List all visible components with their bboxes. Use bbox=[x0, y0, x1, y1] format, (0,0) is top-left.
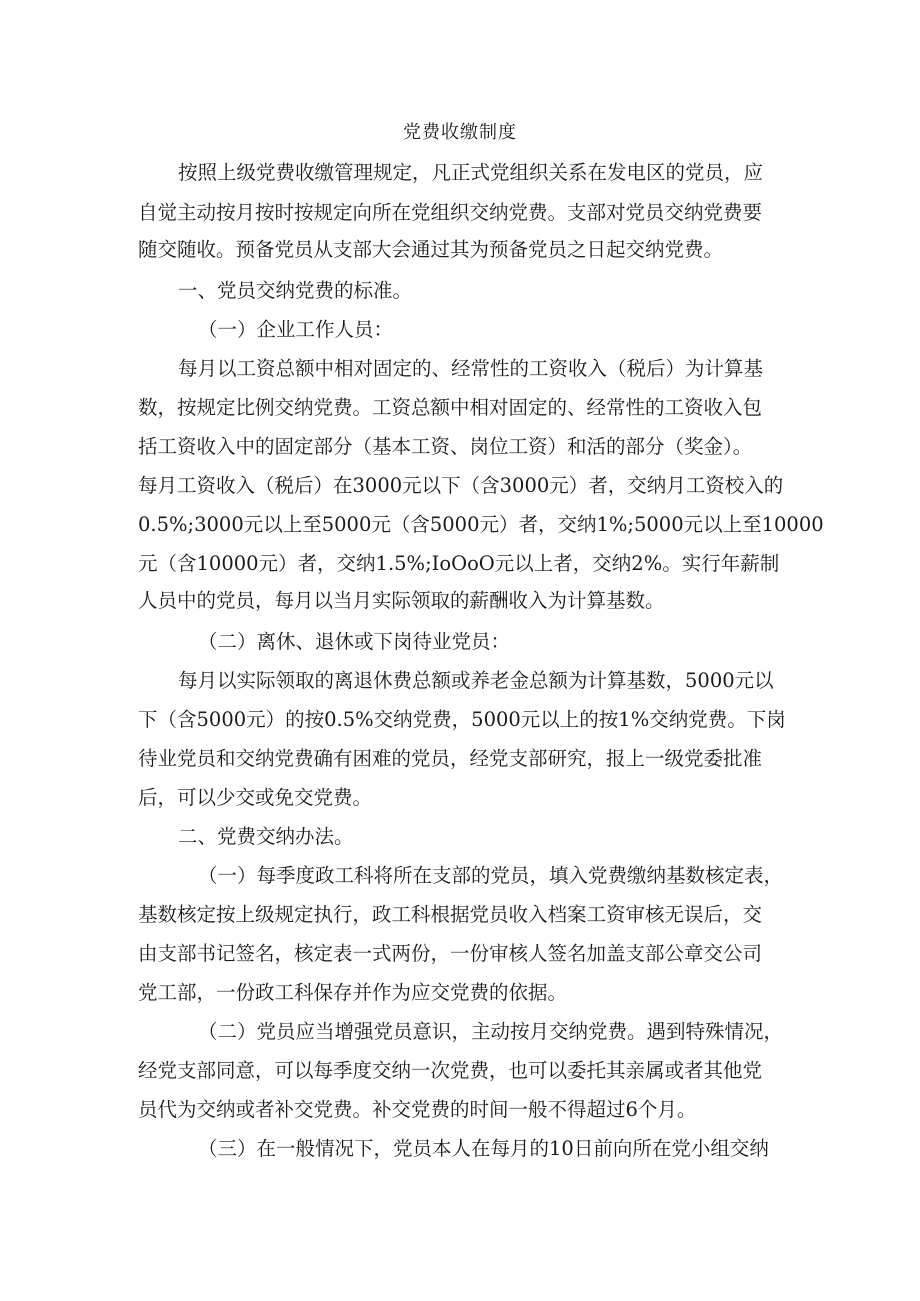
text-line: 每月工资收入（税后）在3000元以下（含3000元）者，交纳月工资校入的 bbox=[138, 474, 784, 497]
subsection-heading: （二）离休、退休或下岗待业党员： bbox=[198, 630, 511, 653]
text-line: 元（含10000元）者，交纳1.5%;IoOoO元以上者，交纳2%。实行年薪制 bbox=[138, 552, 780, 575]
text-line: （三）在一般情况下，党员本人在每月的10日前向所在党小组交纳 bbox=[198, 1137, 769, 1160]
subsection-heading: （一）企业工作人员： bbox=[198, 318, 394, 341]
text-line: 由支部书记签名，核定表一式两份，一份审核人签名加盖支部公章交公司 bbox=[138, 942, 763, 965]
document-title: 党费收缴制度 bbox=[403, 122, 517, 143]
text-line: 后，可以少交或免交党费。 bbox=[138, 786, 373, 809]
text-line: 随交随收。预备党员从支部大会通过其为预备党员之日起交纳党费。 bbox=[138, 238, 724, 261]
text-line: 待业党员和交纳党费确有困难的党员，经党支部研究，报上一级党委批准 bbox=[138, 747, 763, 770]
text-line: （二）党员应当增强党员意识，主动按月交纳党费。遇到特殊情况， bbox=[198, 1020, 784, 1043]
text-line: 经党支部同意，可以每季度交纳一次党费，也可以委托其亲属或者其他党 bbox=[138, 1059, 763, 1082]
section-heading: 一、党员交纳党费的标准。 bbox=[178, 279, 413, 302]
text-line: 0.5%;3000元以上至5000元（含5000元）者，交纳1%;5000元以上至10000 bbox=[138, 513, 824, 536]
section-heading: 二、党费交纳办法。 bbox=[178, 825, 354, 848]
text-line: 下（含5000元）的按0.5%交纳党费，5000元以上的按1%交纳党费。下岗 bbox=[138, 708, 786, 731]
text-line: 自觉主动按月按时按规定向所在党组织交纳党费。支部对党员交纳党费要 bbox=[138, 201, 763, 224]
text-line: 每月以实际领取的离退休费总额或养老金总额为计算基数，5000元以 bbox=[178, 669, 774, 692]
text-line: （一）每季度政工科将所在支部的党员，填入党费缴纳基数核定表， bbox=[198, 864, 784, 887]
text-line: 基数核定按上级规定执行，政工科根据党员收入档案工资审核无误后，交 bbox=[138, 903, 763, 926]
text-line: 数，按规定比例交纳党费。工资总额中相对固定的、经常性的工资收入包 bbox=[138, 396, 763, 419]
text-line: 人员中的党员，每月以当月实际领取的薪酬收入为计算基数。 bbox=[138, 589, 665, 612]
text-line: 按照上级党费收缴管理规定，凡正式党组织关系在发电区的党员，应 bbox=[178, 161, 764, 184]
text-line: 括工资收入中的固定部分（基本工资、岗位工资）和活的部分（奖金）。 bbox=[138, 435, 753, 458]
text-line: 员代为交纳或者补交党费。补交党费的时间一般不得超过6个月。 bbox=[138, 1098, 697, 1121]
text-line: 党工部，一份政工科保存并作为应交党费的依据。 bbox=[138, 981, 568, 1004]
text-line: 每月以工资总额中相对固定的、经常性的工资收入（税后）为计算基 bbox=[178, 357, 764, 380]
